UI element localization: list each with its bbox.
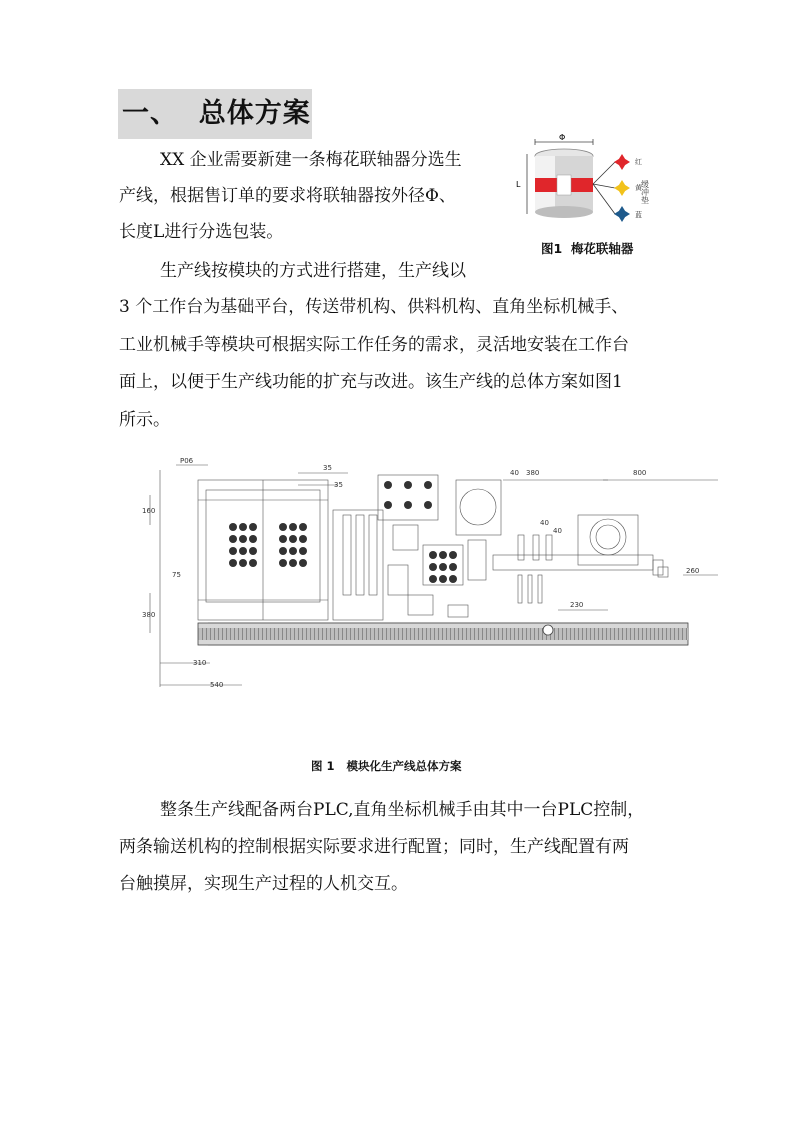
dim-label: 260	[686, 567, 700, 575]
dim-label: 160	[142, 507, 156, 515]
dim-label: 800	[633, 469, 647, 477]
dim-label: 40	[553, 527, 562, 535]
red-pad-icon	[614, 154, 630, 170]
blue-pad-icon	[614, 206, 630, 222]
figure-1-caption: 图1 梅花联轴器	[541, 241, 634, 256]
paragraph-2-line-5: 所示。	[119, 410, 170, 430]
paragraph-1-line-3: 长度L进行分选包装。	[119, 222, 284, 242]
coupling-figure	[505, 132, 675, 232]
phi-label: Φ	[559, 133, 566, 142]
paragraph-2-line-4: 面上，以便于生产线功能的扩充与改进。该生产线的总体方案如图1	[119, 372, 623, 392]
dim-label: 35	[334, 481, 343, 489]
paragraph-2-line-2: 3 个工作台为基础平台，传送带机构、供料机构、直角坐标机械手、	[119, 297, 629, 317]
dim-label: 540	[210, 681, 224, 689]
paragraph-2-line-1: 生产线按模块的方式进行搭建，生产线以	[160, 261, 466, 281]
paragraph-2-line-3: 工业机械手等模块可根据实际工作任务的需求，灵活地安装在工作台	[119, 335, 629, 355]
paragraph-3-line-3: 台触摸屏，实现生产过程的人机交互。	[119, 874, 408, 894]
dim-label: 310	[193, 659, 207, 667]
yellow-pad-icon	[614, 180, 630, 196]
dim-label: 380	[526, 469, 540, 477]
paragraph-1-line-2: 产线，根据售订单的要求将联轴器按外径Φ、	[119, 186, 456, 206]
production-line-drawing	[138, 455, 718, 695]
pad-label: 缓冲垫	[640, 180, 650, 204]
figure-2-caption: 图 1 模块化生产线总体方案	[311, 759, 462, 773]
dim-label: 75	[172, 571, 181, 579]
yellow-label: 黄	[635, 184, 642, 192]
paragraph-3-line-2: 两条输送机构的控制根据实际要求进行配置；同时，生产线配置有两	[119, 837, 629, 857]
dim-label: P06	[180, 457, 194, 465]
red-label: 红	[635, 158, 642, 166]
dim-label: 40	[540, 519, 549, 527]
paragraph-1-line-1: XX 企业需要新建一条梅花联轴器分选生	[160, 150, 462, 170]
paragraph-3-line-1: 整条生产线配备两台PLC,直角坐标机械手由其中一台PLC控制，	[160, 800, 645, 820]
dim-label: 40	[510, 469, 519, 477]
length-label: L	[516, 180, 521, 189]
blue-label: 蓝	[635, 211, 642, 219]
dim-label: 230	[570, 601, 584, 609]
dim-label: 380	[142, 611, 156, 619]
dim-label: 35	[323, 464, 332, 472]
section-heading: 一、 总体方案	[118, 89, 312, 139]
